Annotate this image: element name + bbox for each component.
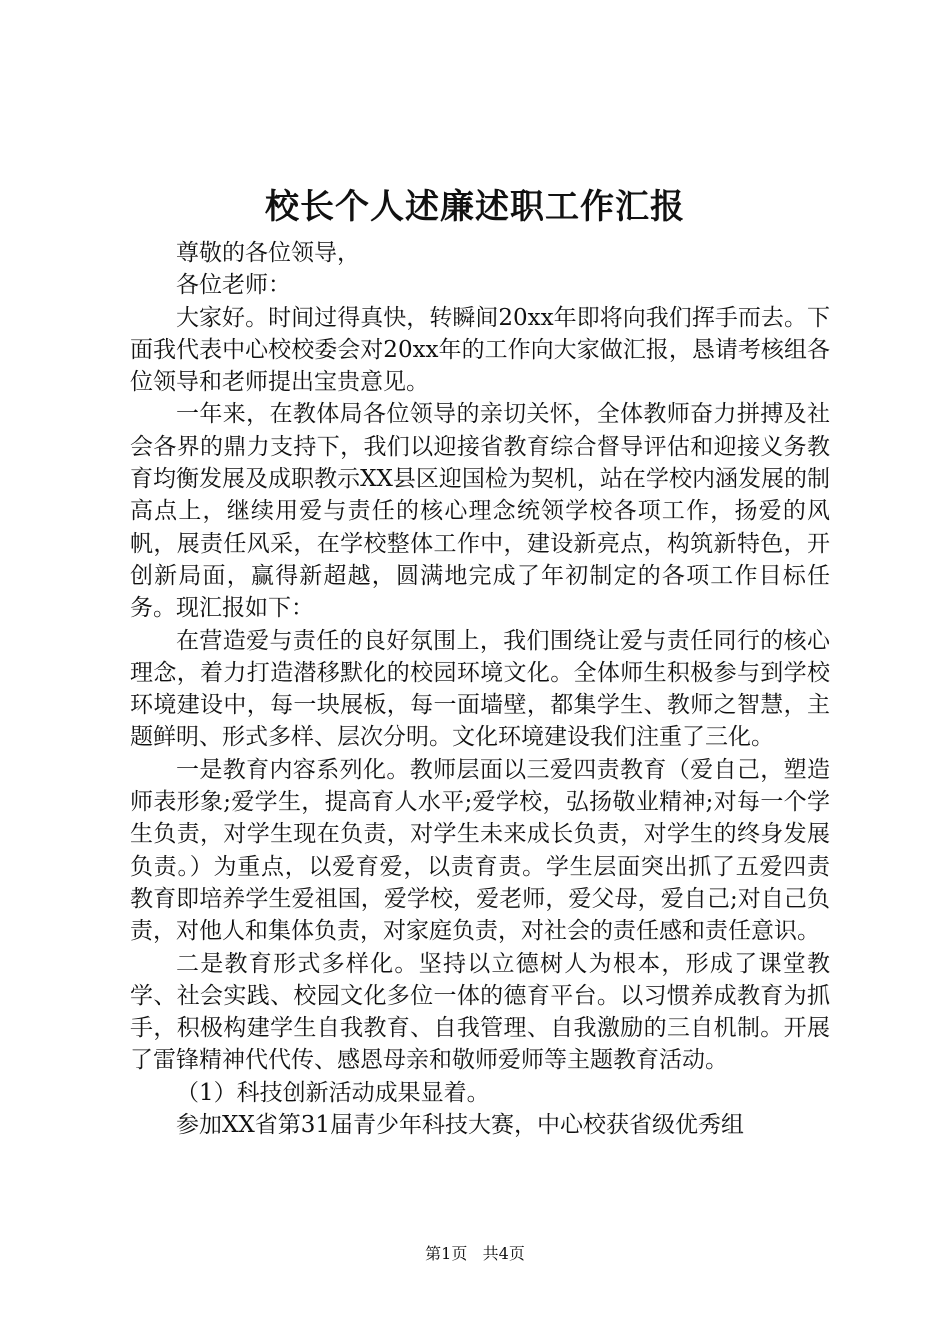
page-separator — [472, 1244, 477, 1263]
paragraph-salutation-1: 尊敬的各位领导， — [176, 240, 360, 266]
paragraph-salutation-2: 各位老师： — [176, 272, 291, 299]
paragraph-overview: 一年来，在教体局各位领导的亲切关怀，全体教师奋力拼搏及社会各界的鼎力支持下，我们以迎接省教育综合督导评估和迎接义务教育均衡发展及成职教示XX县区迎国检为契机，站在学校内涵发展的制高点上，继续用爱与责任的核心理念统领学校各项工作，扬爱的风帆，展责任风采，在学校整体工作中，建设新亮点，构筑新特色，开创新局面，赢得新超越，圆满地完成了年初制定的各项工作目标任务。现汇报如下： — [130, 401, 830, 622]
paragraph-section-heading: （1）科技创新活动成果显着。 — [176, 1079, 490, 1106]
paragraph-form-diversity: 二是教育形式多样化。坚持以立德树人为根本，形成了课堂教学、社会实践、校园文化多位一体的德育平台。以习惯养成教育为抓手，积极构建学生自我教育、自我管理、自我激励的三自机制。开展了雷锋精神代代传、感恩母亲和敬师爱师等主题教育活动。 — [130, 950, 830, 1074]
paragraph-greeting: 大家好。时间过得真快，转瞬间20xx年即将向我们挥手而去。下面我代表中心校校委会对20xx年的工作向大家做汇报，恳请考核组各位领导和老师提出宝贵意见。 — [130, 304, 830, 396]
page-footer — [0, 1242, 950, 1266]
paragraph-competition: 参加XX省第31届青少年科技大赛，中心校获省级优秀组 — [176, 1112, 745, 1139]
document-title: 校长个人述廉述职工作汇报 — [265, 187, 685, 227]
paragraph-content-series: 一是教育内容系列化。教师层面以三爱四责教育（爱自己，塑造师表形象;爱学生，提高育人水平;爱学校，弘扬敬业精神;对每一个学生负责，对学生现在负责，对学生未来成长负责，对学生的终身发展负责。）为重点，以爱育爱，以责育责。学生层面突出抓了五爱四责教育即培养学生爱祖国，爱学校，爱老师，爱父母，爱自己;对自己负责，对他人和集体负责，对家庭负责，对社会的责任感和责任意识。 — [130, 756, 830, 945]
document-body — [130, 237, 830, 1141]
page-total: 共4页 — [482, 1244, 525, 1263]
page-number: 第1页 — [425, 1244, 468, 1263]
paragraph-atmosphere: 在营造爱与责任的良好氛围上，我们围绕让爱与责任同行的核心理念，着力打造潜移默化的校园环境文化。全体师生积极参与到学校环境建设中，每一块展板，每一面墙壁，都集学生、教师之智慧，主题鲜明、形式多样、层次分明。文化环境建设我们注重了三化。 — [130, 627, 830, 751]
